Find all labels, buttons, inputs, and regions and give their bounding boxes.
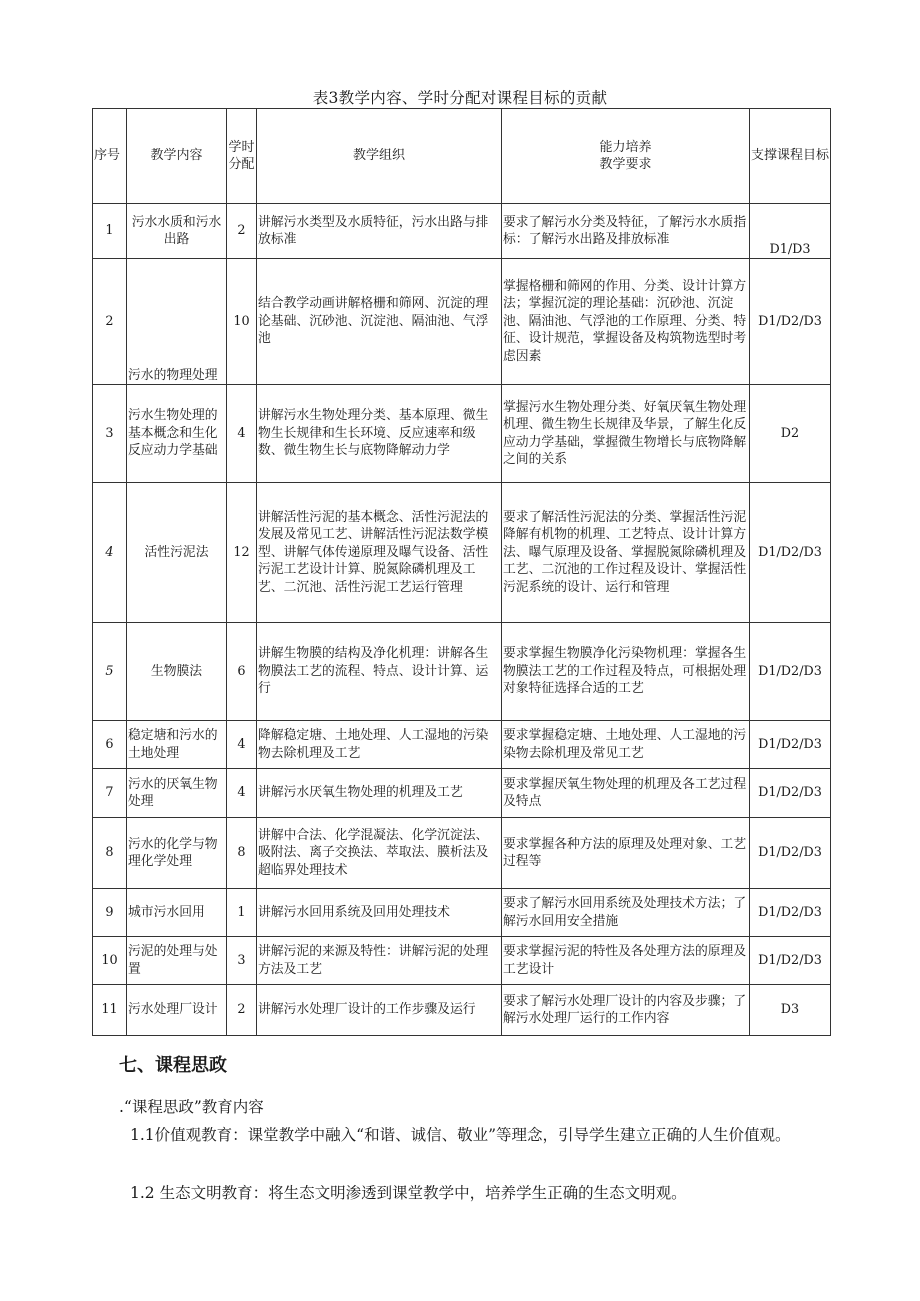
table-row [93, 204, 831, 259]
paragraph-ecology-education: 1.2 生态文明教育：将生态文明渗透到课堂教学中，培养学生正确的生态文明观。 [130, 1184, 687, 1202]
cell-req: 要求掌握稳定塘、土地处理、人工湿地的污染物去除机理及常见工艺 [502, 721, 750, 769]
cell-org: 降解稳定塘、土地处理、人工湿地的污染物去除机理及工艺 [257, 721, 502, 769]
header-req-line1: 能力培养 [599, 139, 652, 155]
cell-org: 讲解污水处理厂设计的工作步骤及运行 [257, 985, 502, 1036]
header-hours: 学时分配 [227, 109, 257, 204]
cell-no: 3 [93, 385, 127, 483]
cell-goal: D1/D2/D3 [750, 937, 831, 985]
cell-goal: D2 [750, 385, 831, 483]
cell-no: 1 [93, 204, 127, 259]
header-req-line2: 教学要求 [599, 157, 652, 172]
cell-hours: 4 [227, 385, 257, 483]
cell-hours: 4 [227, 721, 257, 769]
cell-hours: 2 [227, 985, 257, 1036]
cell-hours: 1 [227, 889, 257, 937]
table-header-row [93, 109, 831, 204]
cell-content: 污水的物理处理 [127, 259, 227, 385]
header-content: 教学内容 [127, 109, 227, 204]
cell-hours: 2 [227, 204, 257, 259]
cell-no: 8 [93, 818, 127, 889]
cell-no: 6 [93, 721, 127, 769]
cell-org: 讲解活性污泥的基本概念、活性污泥法的发展及常见工艺、讲解活性污泥法数学模型、讲解气体传递原理及曝气设备、活性污泥工艺设计计算、脱氮除磷机理及工艺、二沉池、活性污泥工艺运行管理 [257, 483, 502, 623]
header-requirements [502, 109, 750, 204]
table-row [93, 259, 831, 385]
cell-content: 污泥的处理与处置 [127, 937, 227, 985]
cell-no: 10 [93, 937, 127, 985]
cell-content: 污水水质和污水出路 [127, 204, 227, 259]
cell-no: 4 [93, 483, 127, 623]
cell-no: 5 [93, 623, 127, 721]
cell-req: 要求了解活性污泥法的分类、掌握活性污泥降解有机物的机理、工艺特点、设计计算方法、曝气原理及设备、掌握脱氮除磷机理及工艺、二沉池的工作过程及设计、掌握活性污泥系统的设计、运行和管理 [502, 483, 750, 623]
table-row [93, 385, 831, 483]
cell-no: 2 [93, 259, 127, 385]
cell-goal: D1/D2/D3 [750, 889, 831, 937]
cell-goal: D1/D2/D3 [750, 259, 831, 385]
table-row [93, 818, 831, 889]
table-row [93, 889, 831, 937]
cell-content: 污水处理厂设计 [127, 985, 227, 1036]
table-row [93, 769, 831, 818]
table-row [93, 623, 831, 721]
cell-content: 污水的厌氧生物处理 [127, 769, 227, 818]
cell-req: 要求了解污水处理厂设计的内容及步骤；了解污水处理厂运行的工作内容 [502, 985, 750, 1036]
cell-content: 污水的化学与物理化学处理 [127, 818, 227, 889]
table-row [93, 721, 831, 769]
cell-no: 11 [93, 985, 127, 1036]
cell-org: 讲解生物膜的结构及净化机理：讲解各生物膜法工艺的流程、特点、设计计算、运行 [257, 623, 502, 721]
cell-no: 7 [93, 769, 127, 818]
cell-req: 掌握污水生物处理分类、好氧厌氧生物处理机理、微生物生长规律及华景，了解生化反应动力学基础，掌握微生物增长与底物降解之间的关系 [502, 385, 750, 483]
section-intro: .“课程思政”教育内容 [119, 1098, 264, 1116]
cell-goal: D1/D2/D3 [750, 721, 831, 769]
cell-goal: D1/D2/D3 [750, 818, 831, 889]
cell-org: 讲解污水类型及水质特征，污水出路与排放标准 [257, 204, 502, 259]
header-organization: 教学组织 [257, 109, 502, 204]
cell-org: 讲解污水回用系统及回用处理技术 [257, 889, 502, 937]
course-content-table [92, 108, 831, 1036]
header-goal: 支撑课程目标 [750, 109, 831, 204]
table-row [93, 937, 831, 985]
cell-goal: D1/D2/D3 [750, 769, 831, 818]
cell-org: 讲解污水生物处理分类、基本原理、微生物生长规律和生长环境、反应速率和级数、微生物生长与底物降解动力学 [257, 385, 502, 483]
cell-req: 掌握格栅和筛网的作用、分类、设计计算方法；掌握沉淀的理论基础：沉砂池、沉淀池、隔油池、气浮池的工作原理、分类、特征、设计规范，掌握设备及构筑物选型时考虑因素 [502, 259, 750, 385]
cell-req: 要求掌握污泥的特性及各处理方法的原理及工艺设计 [502, 937, 750, 985]
cell-content: 活性污泥法 [127, 483, 227, 623]
cell-hours: 3 [227, 937, 257, 985]
cell-req: 要求掌握生物膜净化污染物机理：掌握各生物膜法工艺的工作过程及特点，可根据处理对象特征选择合适的工艺 [502, 623, 750, 721]
cell-goal: D3 [750, 985, 831, 1036]
cell-goal: D1/D2/D3 [750, 623, 831, 721]
paragraph-values-education: 1.1价值观教育：课堂教学中融入“和谐、诚信、敬业”等理念，引导学生建立正确的人生价值观。 [130, 1126, 791, 1144]
cell-hours: 6 [227, 623, 257, 721]
table-caption: 表3教学内容、学时分配对课程目标的贡献 [312, 89, 608, 107]
cell-org: 讲解中合法、化学混凝法、化学沉淀法、吸附法、离子交换法、萃取法、膜析法及超临界处理技术 [257, 818, 502, 889]
cell-hours: 4 [227, 769, 257, 818]
cell-org: 结合教学动画讲解格栅和筛网、沉淀的理论基础、沉砂池、沉淀池、隔油池、气浮池 [257, 259, 502, 385]
cell-org: 讲解污泥的来源及特性：讲解污泥的处理方法及工艺 [257, 937, 502, 985]
cell-req: 要求掌握厌氧生物处理的机理及各工艺过程及特点 [502, 769, 750, 818]
cell-hours: 8 [227, 818, 257, 889]
cell-content: 污水生物处理的基本概念和生化反应动力学基础 [127, 385, 227, 483]
cell-hours: 10 [227, 259, 257, 385]
cell-content: 稳定塘和污水的土地处理 [127, 721, 227, 769]
cell-hours: 12 [227, 483, 257, 623]
section-title: 七、课程思政 [119, 1055, 227, 1076]
cell-goal: D1/D2/D3 [750, 483, 831, 623]
cell-req: 要求掌握各种方法的原理及处理对象、工艺过程等 [502, 818, 750, 889]
cell-goal: D1/D3 [750, 204, 831, 259]
cell-req: 要求了解污水分类及特征，了解污水水质指标：了解污水出路及排放标准 [502, 204, 750, 259]
header-no: 序号 [93, 109, 127, 204]
cell-content: 生物膜法 [127, 623, 227, 721]
table-row [93, 483, 831, 623]
cell-org: 讲解污水厌氧生物处理的机理及工艺 [257, 769, 502, 818]
table-row [93, 985, 831, 1036]
cell-no: 9 [93, 889, 127, 937]
cell-content: 城市污水回用 [127, 889, 227, 937]
cell-req: 要求了解污水回用系统及处理技术方法；了解污水回用安全措施 [502, 889, 750, 937]
